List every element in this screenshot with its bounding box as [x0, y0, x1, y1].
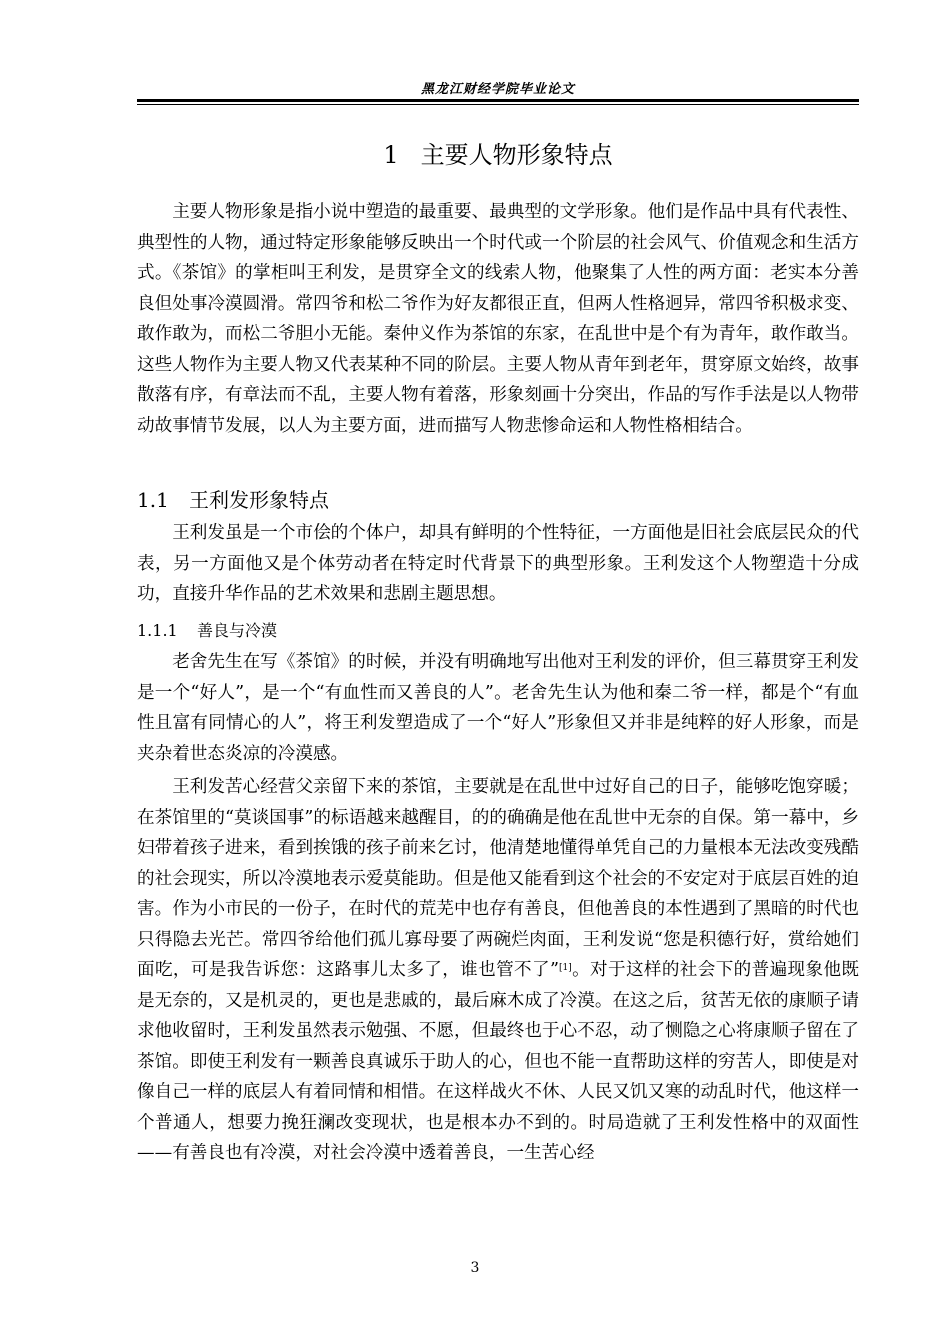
subsection-number: 1.1.1: [137, 621, 178, 640]
chapter-title: [137, 139, 859, 171]
intro-paragraph: 主要人物形象是指小说中塑造的最重要、最典型的文学形象。他们是作品中具有代表性、典型性的人物，通过特定形象能够反映出一个时代或一个阶层的社会风气、价值观念和生活方式。《茶馆》的掌柜叫王利发，是贯穿全文的线索人物，他聚集了人性的两方面：老实本分善良但处事冷漠圆滑。常四爷和松二爷作为好友都很正直，但两人性格迥异，常四爷积极求变、敢作敢为，而松二爷胆小无能。秦仲义作为茶馆的东家，在乱世中是个有为青年，敢作敢当。这些人物作为主要人物又代表某种不同的阶层。主要人物从青年到老年，贯穿原文始终，故事散落有序，有章法而不乱，主要人物有着落，形象刻画十分突出，作品的写作手法是以人物带动故事情节发展，以人为主要方面，进而描写人物悲惨命运和人物性格相结合。: [137, 202, 859, 436]
citation-marker: [1]: [558, 963, 572, 973]
subsection-paragraph-2: [137, 772, 859, 1169]
subsection-title: 善良与冷漠: [197, 621, 278, 640]
section-title: 王利发形象特点: [189, 488, 329, 512]
paragraph-2-text-b: 。对于这样的社会下的普遍现象他既是无奈的，又是机灵的，更也是悲戚的，最后麻木成了冷漠。在这之后，贫苦无依的康顺子请求他收留时，王利发虽然表示勉强、不愿，但最终也于心不忍，动了恻隐之心将康顺子留在了茶馆。即使王利发有一颗善良真诚乐于助人的心，但也不能一直帮助这样的穷苦人，即使是对像自己一样的底层人有着同情和相惜。在这样战火不休、人民又饥又寒的动乱时代，他这样一个普通人，想要力挽狂澜改变现状，也是根本办不到的。时局造就了王利发性格中的双面性——有善良也有冷漠，对社会冷漠中透着善良，一生苦心经: [137, 960, 859, 1163]
section-number: 1.1: [137, 488, 169, 512]
header-rule-thin: [137, 104, 859, 105]
page-number: 3: [470, 1260, 480, 1276]
section-heading: [137, 486, 329, 514]
header-rule-thick: [137, 99, 859, 102]
running-header: 黑龙江财经学院毕业论文: [420, 82, 575, 97]
subsection-heading: [137, 619, 277, 643]
chapter-title-text: 主要人物形象特点: [420, 141, 613, 169]
section-paragraph: 王利发虽是一个市侩的个体户，却具有鲜明的个性特征，一方面他是旧社会底层民众的代表，另一方面他又是个体劳动者在特定时代背景下的典型形象。王利发这个人物塑造十分成功，直接升华作品的艺术效果和悲剧主题思想。: [137, 523, 859, 604]
paragraph-2-text-a: 王利发苦心经营父亲留下来的茶馆，主要就是在乱世中过好自己的日子，能够吃饱穿暖；在茶馆里的“莫谈国事”的标语越来越醒目，的的确确是他在乱世中无奈的自保。第一幕中，乡妇带着孩子进来，看到挨饿的孩子前来乞讨，他清楚地懂得单凭自己的力量根本无法改变残酷的社会现实，所以冷漠地表示爱莫能助。但是他又能看到这个社会的不安定对于底层百姓的迫害。作为小市民的一份子，在时代的荒芜中也存有善良，但他善良的本性遇到了黑暗的时代也只得隐去光芒。常四爷给他们孤儿寡母要了两碗烂肉面，王利发说“您是积德行好，赏给她们面吃，可是我告诉您：这路事儿太多了，谁也管不了”: [137, 777, 859, 980]
chapter-number: 1: [383, 141, 399, 169]
subsection-paragraph-1: 老舍先生在写《茶馆》的时候，并没有明确地写出他对王利发的评价，但三幕贯穿王利发是一个“好人”，是一个“有血性而又善良的人”。老舍先生认为他和秦二爷一样，都是个“有血性且富有同情心的人”，将王利发塑造成了一个“好人”形象但又并非是纯粹的好人形象，而是夹杂着世态炎凉的冷漠感。: [137, 652, 859, 764]
